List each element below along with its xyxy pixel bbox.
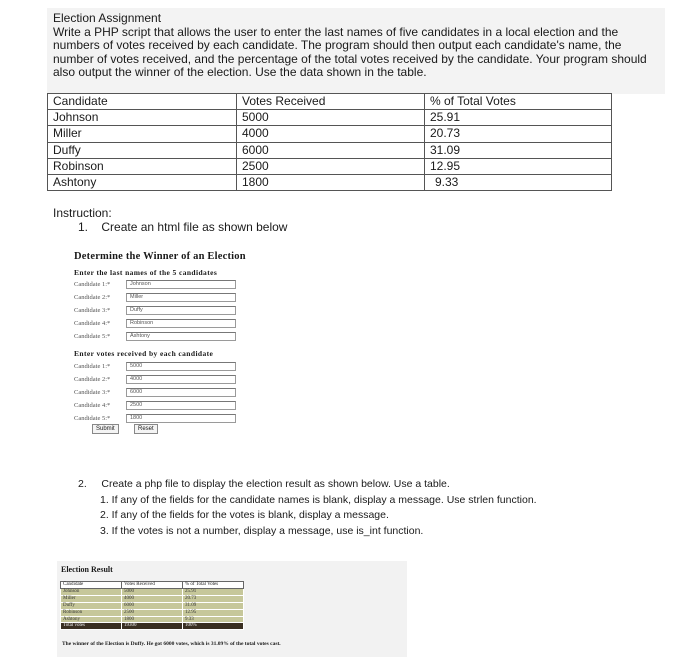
result-name: Johnson xyxy=(61,588,122,595)
result-votes: 4000 xyxy=(122,595,183,602)
votes-3-input[interactable]: 6000 xyxy=(126,388,236,397)
vote-label-1: Candidate 1:* xyxy=(74,363,111,370)
form-title: Determine the Winner of an Election xyxy=(74,251,246,262)
step-2-line xyxy=(78,477,537,493)
cell-percent: 12.95 xyxy=(425,158,612,174)
winner-message: The winner of the Election is Duffy. He got 6000 votes, which is 31.09% of the total votes cast. xyxy=(62,641,281,647)
result-name: Miller xyxy=(61,595,122,602)
votes-2-input[interactable]: 4000 xyxy=(126,375,236,384)
cell-name: Ashtony xyxy=(48,174,237,190)
cell-percent: 31.09 xyxy=(425,142,612,158)
cell-percent: 20.73 xyxy=(425,126,612,142)
candidate-5-input[interactable]: Ashtony xyxy=(126,332,236,341)
result-percent: 25.91 xyxy=(183,588,244,595)
header-percent: % of Total Votes xyxy=(425,94,612,110)
votes-table-header xyxy=(48,94,612,110)
result-title: Election Result xyxy=(61,565,113,574)
cell-votes: 5000 xyxy=(237,110,425,126)
result-header-votes: Votes Received xyxy=(122,582,183,589)
reset-button[interactable]: Reset xyxy=(134,424,158,434)
candidate-3-input[interactable]: Duffy xyxy=(126,306,236,315)
step-2-item-1: 1. If any of the fields for the candidate names is blank, display a message. Use strlen function. xyxy=(100,493,537,506)
name-label-4: Candidate 4:* xyxy=(74,320,111,327)
assignment-block xyxy=(53,12,665,80)
result-name: Ashtony xyxy=(61,616,122,623)
result-total-percent: 100% xyxy=(183,623,244,630)
result-percent: 31.09 xyxy=(183,602,244,609)
step-1-text: Create an html file as shown below xyxy=(101,220,288,234)
header-votes: Votes Received xyxy=(237,94,425,110)
result-percent: 20.73 xyxy=(183,595,244,602)
result-votes: 2500 xyxy=(122,609,183,616)
name-label-3: Candidate 3:* xyxy=(74,307,111,314)
candidate-1-input[interactable]: Johnson xyxy=(126,280,236,289)
step-2-item-2: 2. If any of the fields for the votes is blank, display a message. xyxy=(100,509,389,521)
assignment-body: Write a PHP script that allows the user to enter the last names of five candidates in a local election and the numbers of votes received by each candidate. The program should then output each candidate's name, the number of votes received, and the percentage of the total votes received by the candidate. Your program should also output the winner of the election. Use the data shown in the table. xyxy=(53,24,647,80)
header-candidate: Candidate xyxy=(48,94,237,110)
table-row xyxy=(61,616,244,623)
result-name: Duffy xyxy=(61,602,122,609)
cell-votes: 6000 xyxy=(237,142,425,158)
step-1-number: 1. xyxy=(78,220,89,234)
vote-label-4: Candidate 4:* xyxy=(74,402,111,409)
cell-votes: 2500 xyxy=(237,158,425,174)
table-row xyxy=(48,174,612,190)
step-2-text: Create a php file to display the election result as shown below. Use a table. xyxy=(101,478,450,490)
step-2 xyxy=(78,477,537,539)
result-header xyxy=(61,582,244,589)
cell-percent: 9.33 xyxy=(425,174,612,190)
result-table xyxy=(60,581,244,630)
vote-label-5: Candidate 5:* xyxy=(74,415,111,422)
votes-5-input[interactable]: 1800 xyxy=(126,414,236,423)
step-2-item-3: 3. If the votes is not a number, display a message, use is_int function. xyxy=(100,524,424,537)
name-label-1: Candidate 1:* xyxy=(74,281,111,288)
cell-name: Miller xyxy=(48,126,237,142)
votes-4-input[interactable]: 2500 xyxy=(126,401,236,410)
cell-name: Robinson xyxy=(48,158,237,174)
cell-votes: 4000 xyxy=(237,126,425,142)
votes-heading: Enter votes received by each candidate xyxy=(74,349,214,358)
table-row xyxy=(61,588,244,595)
result-total-label: Total votes xyxy=(61,623,122,630)
result-total-row xyxy=(61,623,244,630)
result-header-percent: % of Total Votes xyxy=(183,582,244,589)
step-2-number: 2. xyxy=(78,478,87,490)
cell-name: Johnson xyxy=(48,110,237,126)
result-votes: 5000 xyxy=(122,588,183,595)
table-row xyxy=(48,158,612,174)
votes-table xyxy=(47,93,612,191)
step-1 xyxy=(78,220,287,234)
vote-label-3: Candidate 3:* xyxy=(74,389,111,396)
result-votes: 1800 xyxy=(122,616,183,623)
instruction-label: Instruction: xyxy=(53,206,112,220)
table-row xyxy=(48,110,612,126)
cell-name: Duffy xyxy=(48,142,237,158)
table-row xyxy=(61,602,244,609)
votes-1-input[interactable]: 5000 xyxy=(126,362,236,371)
name-label-5: Candidate 5:* xyxy=(74,333,111,340)
result-percent: 9.33 xyxy=(183,616,244,623)
vote-label-2: Candidate 2:* xyxy=(74,376,111,383)
names-heading: Enter the last names of the 5 candidates xyxy=(74,268,218,277)
table-row xyxy=(48,126,612,142)
table-row xyxy=(61,595,244,602)
result-percent: 12.95 xyxy=(183,609,244,616)
candidate-4-input[interactable]: Robinson xyxy=(126,319,236,328)
name-label-2: Candidate 2:* xyxy=(74,294,111,301)
result-name: Robinson xyxy=(61,609,122,616)
table-row xyxy=(61,609,244,616)
cell-percent: 25.91 xyxy=(425,110,612,126)
candidate-2-input[interactable]: Miller xyxy=(126,293,236,302)
result-votes: 6000 xyxy=(122,602,183,609)
result-header-candidate: Candidate xyxy=(61,582,122,589)
cell-votes: 1800 xyxy=(237,174,425,190)
assignment-title: Election Assignment xyxy=(53,11,162,25)
result-total-votes: 19300 xyxy=(122,623,183,630)
submit-button[interactable]: Submit xyxy=(92,424,119,434)
table-row xyxy=(48,142,612,158)
